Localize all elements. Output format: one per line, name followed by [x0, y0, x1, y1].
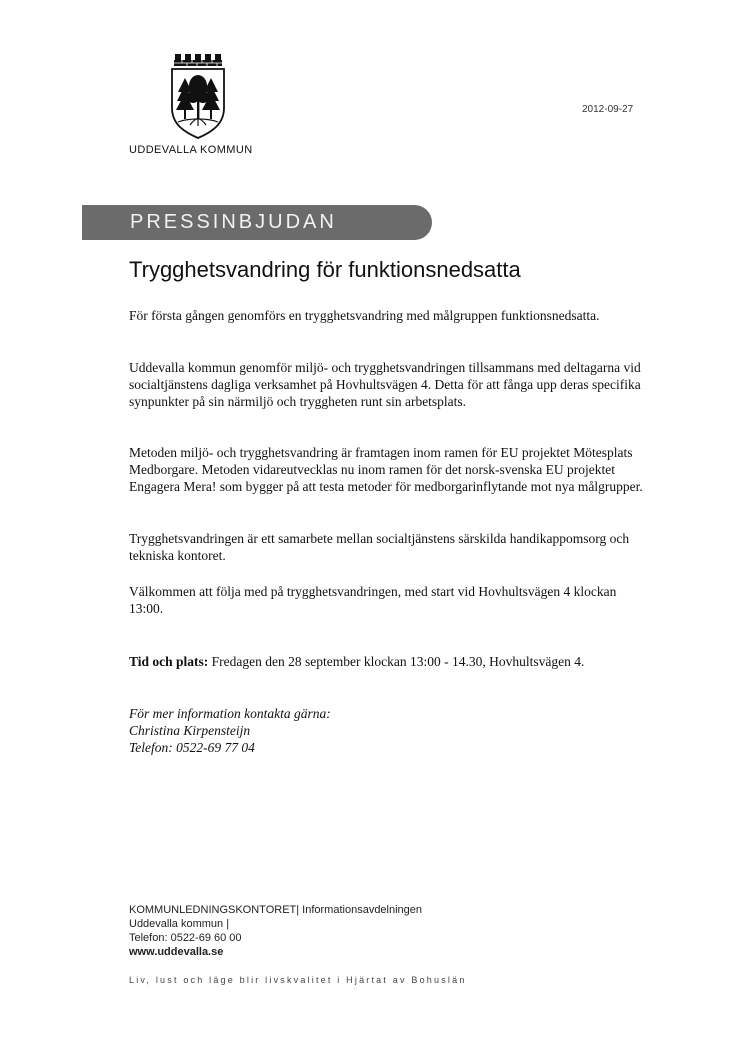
footer-phone: Telefon: 0522-69 60 00 [129, 932, 242, 944]
time-place-value: Fredagen den 28 september klockan 13:00 - 14.30, Hovhultsvägen 4. [208, 654, 585, 669]
banner-label: PRESSINBJUDAN [130, 211, 337, 233]
footer-slogan: Liv, lust och läge blir livskvalitet i Hjärtat av Bohuslän [129, 975, 467, 985]
page-title: Trygghetsvandring för funktionsnedsatta [129, 257, 521, 282]
body-paragraph: Trygghetsvandringen är ett samarbete mellan socialtjänstens särskilda handikappomsorg och tekniska kontoret. [129, 531, 630, 563]
organization-name: UDDEVALLA KOMMUN [129, 144, 253, 156]
footer-department: KOMMUNLEDNINGSKONTORET| Informationsavdelningen [129, 904, 423, 916]
body-paragraph: Välkommen att följa med på trygghetsvandringen, med start vid Hovhultsvägen 4 klockan 13:00. [129, 584, 617, 616]
contact-name: Christina Kirpensteijn [129, 723, 251, 738]
footer-website-link[interactable]: www.uddevalla.se [129, 946, 224, 958]
body-paragraph: Metoden miljö- och trygghetsvandring är framtagen inom ramen för EU projektet Mötesplats Medborgare. Metoden vidareutvecklas nu inom ramen för det norsk-svenska EU projektet Engagera Mera! som bygger på att testa metoder för medborgarinflytande mot nya målgrupper. [129, 445, 643, 494]
time-and-place [129, 653, 584, 670]
contact-intro: För mer information kontakta gärna: [129, 706, 331, 721]
contact-phone: Telefon: 0522-69 77 04 [129, 740, 255, 755]
footer-organization: Uddevalla kommun | [129, 918, 230, 930]
body-paragraph: För första gången genomförs en trygghetsvandring med målgruppen funktionsnedsatta. [129, 308, 600, 323]
document-type-banner [82, 205, 432, 240]
document-date: 2012-09-27 [582, 104, 634, 115]
time-place-label: Tid och plats: [129, 654, 209, 669]
municipal-coat-of-arms-logo [166, 52, 230, 140]
body-paragraph: Uddevalla kommun genomför miljö- och trygghetsvandringen tillsammans med deltagarna vid socialtjänstens dagliga verksamhet på Hovhultsvägen 4. Detta för att fånga upp deras specifika synpunkter på sin närmiljö och tryggheten runt sin arbetsplats. [129, 360, 641, 409]
